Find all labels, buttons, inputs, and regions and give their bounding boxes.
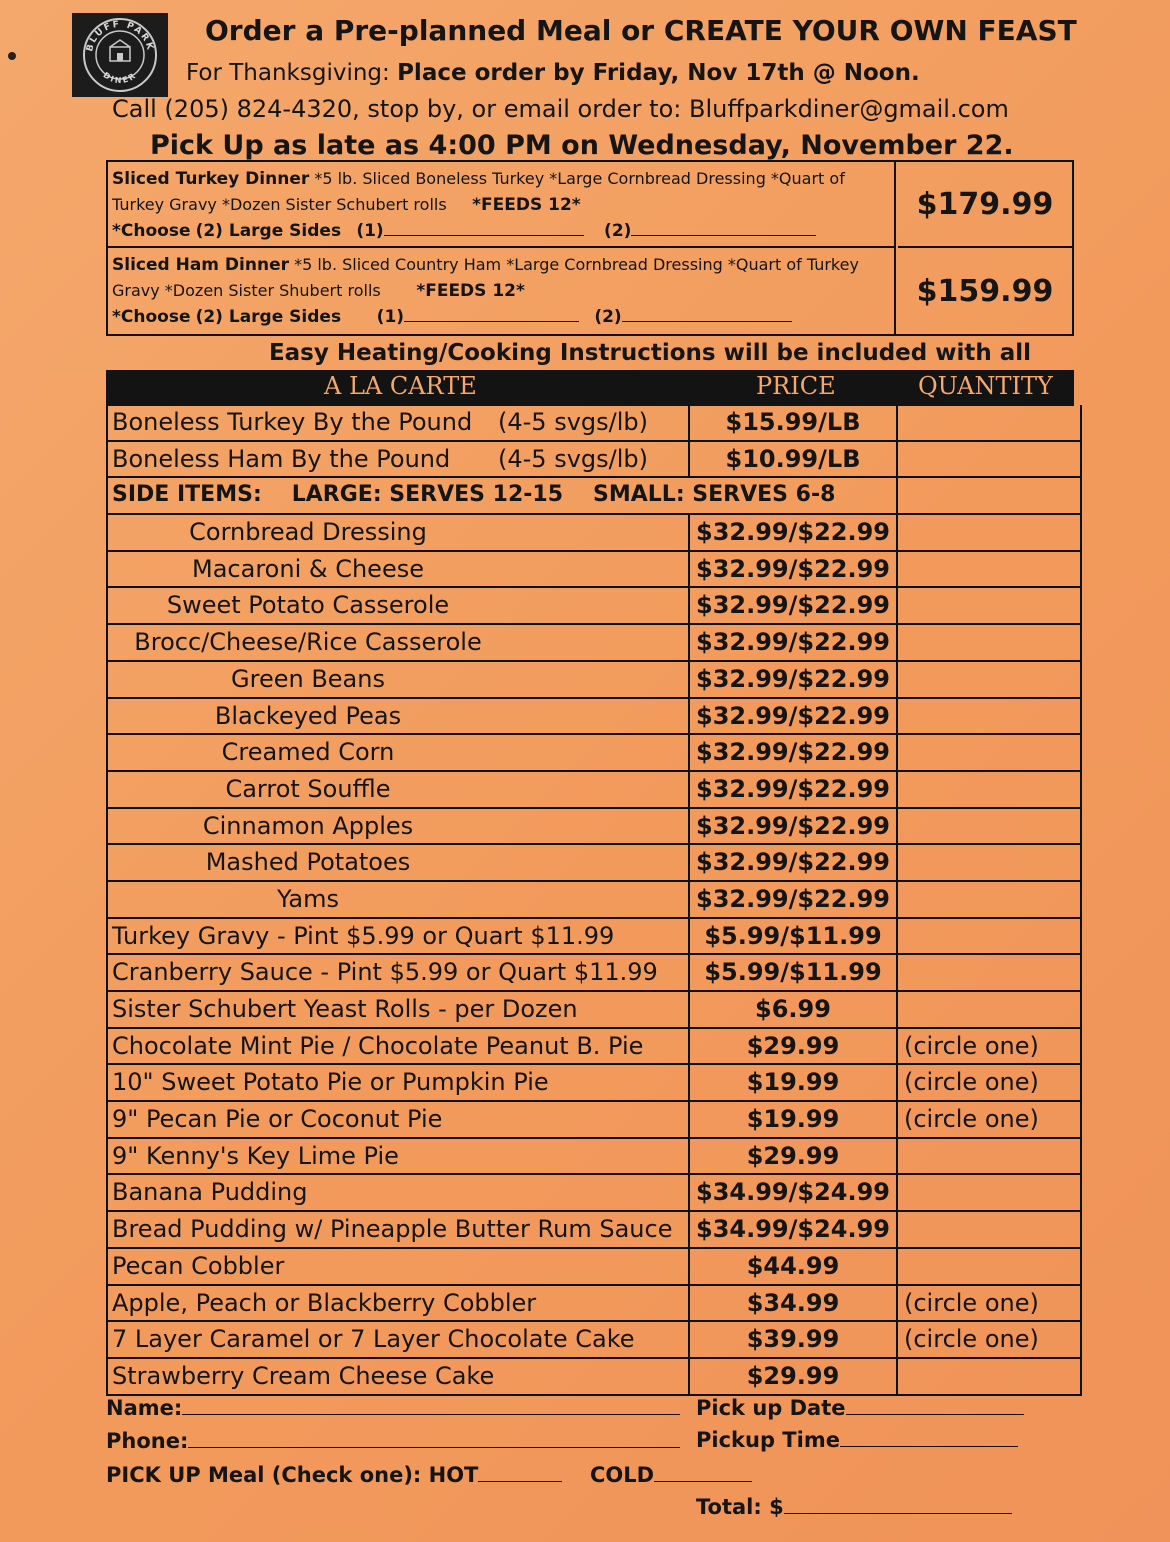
small-serves-label: SMALL: SERVES 6-8 bbox=[593, 482, 836, 508]
extra-row bbox=[106, 1212, 1082, 1249]
extra-name: Banana Pudding bbox=[108, 1175, 690, 1210]
extra-name: 10" Sweet Potato Pie or Pumpkin Pie bbox=[108, 1065, 690, 1100]
extra-row bbox=[106, 1139, 1082, 1176]
side-row bbox=[106, 515, 1082, 552]
quantity-cell bbox=[898, 478, 1082, 513]
punch-hole bbox=[8, 52, 16, 60]
side-1-input[interactable] bbox=[384, 218, 584, 236]
quantity-cell[interactable] bbox=[898, 919, 1082, 954]
order-deadline bbox=[186, 60, 920, 86]
turkey-dinner bbox=[108, 162, 896, 248]
side-name: Mashed Potatoes bbox=[108, 845, 690, 880]
side-row bbox=[106, 662, 1082, 699]
cold-field bbox=[590, 1462, 752, 1487]
pickup-date-field bbox=[696, 1395, 1024, 1420]
item-name: Boneless Ham By the Pound bbox=[108, 442, 690, 477]
logo-icon bbox=[80, 15, 160, 95]
extra-row bbox=[106, 1359, 1082, 1396]
ham-dinner-price: $159.99 bbox=[916, 273, 1054, 309]
extra-name: Strawberry Cream Cheese Cake bbox=[108, 1359, 690, 1394]
quantity-cell[interactable] bbox=[898, 772, 1082, 807]
turkey-dinner-price: $179.99 bbox=[898, 162, 1072, 248]
side-row bbox=[106, 809, 1082, 846]
col-price-heading: PRICE bbox=[756, 372, 836, 400]
extra-name: Turkey Gravy - Pint $5.99 or Quart $11.99 bbox=[108, 919, 690, 954]
extra-name: Chocolate Mint Pie / Chocolate Peanut B. Pie bbox=[108, 1029, 690, 1064]
side-price: $32.99/$22.99 bbox=[690, 662, 898, 697]
side-row bbox=[106, 735, 1082, 772]
quantity-cell[interactable] bbox=[898, 552, 1082, 587]
hot-checkbox[interactable] bbox=[478, 1462, 562, 1482]
quantity-cell[interactable]: (circle one) bbox=[898, 1286, 1082, 1321]
quantity-cell[interactable] bbox=[898, 699, 1082, 734]
side-name: Sweet Potato Casserole bbox=[108, 588, 690, 623]
item-price: $15.99/LB bbox=[690, 405, 898, 440]
quantity-cell[interactable] bbox=[898, 442, 1082, 477]
quantity-cell[interactable] bbox=[898, 1249, 1082, 1284]
deadline-date: Place order by Friday, Nov 17th @ Noon. bbox=[397, 60, 920, 86]
feeds-label: *FEEDS 12* bbox=[472, 195, 581, 215]
dinner-name: Sliced Turkey Dinner bbox=[112, 169, 310, 189]
side-row bbox=[106, 625, 1082, 662]
svg-text:DINER bbox=[102, 70, 139, 85]
extra-price: $34.99/$24.99 bbox=[690, 1212, 898, 1247]
quantity-cell[interactable] bbox=[898, 625, 1082, 660]
side-price: $32.99/$22.99 bbox=[690, 735, 898, 770]
item-servings: (4-5 svgs/lb) bbox=[498, 408, 648, 436]
total-field bbox=[696, 1494, 1012, 1519]
extra-price: $5.99/$11.99 bbox=[690, 919, 898, 954]
phone-field bbox=[106, 1428, 680, 1453]
side-name: Blackeyed Peas bbox=[108, 699, 690, 734]
choose-label: *Choose bbox=[112, 221, 191, 241]
extra-price: $29.99 bbox=[690, 1139, 898, 1174]
extra-price: $34.99 bbox=[690, 1286, 898, 1321]
extra-name: Bread Pudding w/ Pineapple Butter Rum Sauce bbox=[108, 1212, 690, 1247]
phone-input[interactable] bbox=[188, 1428, 680, 1448]
extra-name: Pecan Cobbler bbox=[108, 1249, 690, 1284]
dinner-packages bbox=[106, 160, 1074, 336]
choose-sides: (2) Large Sides bbox=[195, 221, 342, 241]
extra-row bbox=[106, 1065, 1082, 1102]
side-name: Carrot Souffle bbox=[108, 772, 690, 807]
extra-price: $39.99 bbox=[690, 1322, 898, 1357]
pickup-date-input[interactable] bbox=[846, 1395, 1024, 1415]
side-name: Creamed Corn bbox=[108, 735, 690, 770]
side-row bbox=[106, 845, 1082, 882]
cooking-instructions-note: Easy Heating/Cooking Instructions will be included with all bbox=[268, 340, 1032, 366]
ham-dinner bbox=[108, 248, 896, 334]
extra-price: $29.99 bbox=[690, 1029, 898, 1064]
headline: Order a Pre-planned Meal or CREATE YOUR OWN FEAST bbox=[205, 14, 1077, 47]
dinner-desc: *5 lb. Sliced Boneless Turkey *Large Cornbread Dressing *Quart of bbox=[314, 169, 845, 188]
phone-label: Phone: bbox=[106, 1429, 189, 1453]
extra-row bbox=[106, 1322, 1082, 1359]
quantity-cell[interactable] bbox=[898, 515, 1082, 550]
side-name: Cornbread Dressing bbox=[108, 515, 690, 550]
choose-sides: (2) Large Sides bbox=[195, 307, 342, 327]
side-2-label: (2) bbox=[604, 221, 632, 241]
col-quantity-heading: QUANTITY bbox=[918, 372, 1053, 400]
pickup-time-label: Pickup Time bbox=[696, 1428, 840, 1452]
pickup-date-label: Pick up Date bbox=[696, 1396, 846, 1420]
extra-row bbox=[106, 1286, 1082, 1323]
quantity-cell[interactable] bbox=[898, 735, 1082, 770]
quantity-cell[interactable] bbox=[898, 662, 1082, 697]
side-2-label: (2) bbox=[594, 307, 622, 327]
menu-table bbox=[106, 405, 1082, 1396]
item-servings: (4-5 svgs/lb) bbox=[498, 444, 648, 473]
side-items-label: SIDE ITEMS: bbox=[112, 482, 262, 508]
total-label: Total: $ bbox=[696, 1495, 784, 1519]
side-name: Green Beans bbox=[108, 662, 690, 697]
logo-top-text: BLUFF PARK bbox=[85, 19, 155, 53]
quantity-cell[interactable]: (circle one) bbox=[898, 1029, 1082, 1064]
side-2-input[interactable] bbox=[622, 304, 792, 322]
side-price: $32.99/$22.99 bbox=[690, 772, 898, 807]
extra-row bbox=[106, 992, 1082, 1029]
choose-label: *Choose bbox=[112, 307, 191, 327]
extra-name: Sister Schubert Yeast Rolls - per Dozen bbox=[108, 992, 690, 1027]
logo-bottom-text: DINER bbox=[101, 70, 139, 86]
svg-text:BLUFF PARK bbox=[85, 20, 155, 53]
side-name: Cinnamon Apples bbox=[108, 809, 690, 844]
extra-row bbox=[106, 1249, 1082, 1286]
quantity-cell[interactable] bbox=[898, 1359, 1082, 1394]
quantity-cell[interactable] bbox=[898, 405, 1082, 440]
side-items-header-text bbox=[108, 478, 898, 513]
extra-price: $6.99 bbox=[690, 992, 898, 1027]
extra-name: Apple, Peach or Blackberry Cobbler bbox=[108, 1286, 690, 1321]
extra-price: $29.99 bbox=[690, 1359, 898, 1394]
quantity-cell[interactable]: (circle one) bbox=[898, 1102, 1082, 1137]
item-price: $10.99/LB bbox=[690, 442, 898, 477]
pickup-time-field bbox=[696, 1427, 1018, 1452]
side-1-label: (1) bbox=[376, 307, 405, 327]
col-item-heading: A LA CARTE bbox=[324, 372, 477, 400]
side-price: $32.99/$22.99 bbox=[690, 515, 898, 550]
menu-row bbox=[106, 442, 1082, 479]
side-name: Macaroni & Cheese bbox=[108, 552, 690, 587]
extra-name: 9" Pecan Pie or Coconut Pie bbox=[108, 1102, 690, 1137]
cold-label: COLD bbox=[590, 1463, 655, 1487]
pickup-meal-label: PICK UP Meal (Check one): HOT bbox=[106, 1463, 479, 1487]
feeds-label: *FEEDS 12* bbox=[416, 281, 525, 301]
side-price: $32.99/$22.99 bbox=[690, 625, 898, 660]
side-name: Yams bbox=[108, 882, 690, 917]
quantity-cell[interactable] bbox=[898, 882, 1082, 917]
extra-price: $19.99 bbox=[690, 1065, 898, 1100]
side-row bbox=[106, 588, 1082, 625]
item-name: Boneless Turkey By the Pound bbox=[108, 405, 690, 440]
quantity-cell[interactable] bbox=[898, 1139, 1082, 1174]
extra-row bbox=[106, 919, 1082, 956]
side-price: $32.99/$22.99 bbox=[690, 552, 898, 587]
quantity-cell[interactable] bbox=[898, 992, 1082, 1027]
extra-name: Cranberry Sauce - Pint $5.99 or Quart $11.99 bbox=[108, 955, 690, 990]
side-price: $32.99/$22.99 bbox=[690, 882, 898, 917]
large-serves-label: LARGE: SERVES 12-15 bbox=[291, 482, 564, 508]
extra-price: $44.99 bbox=[690, 1249, 898, 1284]
name-input[interactable] bbox=[182, 1395, 680, 1415]
contact-info: Call (205) 824-4320, stop by, or email order to: Bluffparkdiner@gmail.com bbox=[112, 95, 1009, 123]
extra-name: 9" Kenny's Key Lime Pie bbox=[108, 1139, 690, 1174]
pickup-deadline: Pick Up as late as 4:00 PM on Wednesday, November 22. bbox=[150, 130, 1014, 161]
quantity-cell[interactable] bbox=[898, 1175, 1082, 1210]
extra-row bbox=[106, 1102, 1082, 1139]
side-1-input[interactable] bbox=[404, 304, 579, 322]
pickup-time-input[interactable] bbox=[840, 1427, 1018, 1447]
side-row bbox=[106, 772, 1082, 809]
side-price: $32.99/$22.99 bbox=[690, 699, 898, 734]
side-2-input[interactable] bbox=[631, 218, 816, 236]
total-input[interactable] bbox=[784, 1494, 1012, 1514]
dinner-desc: Gravy *Dozen Sister Shubert rolls bbox=[112, 281, 381, 300]
bluff-park-diner-logo bbox=[72, 13, 168, 97]
dinner-desc: Turkey Gravy *Dozen Sister Schubert rolls bbox=[112, 195, 447, 214]
dinner-desc: *5 lb. Sliced Country Ham *Large Cornbread Dressing *Quart of Turkey bbox=[294, 255, 859, 274]
extra-price: $5.99/$11.99 bbox=[690, 955, 898, 990]
dinner-name: Sliced Ham Dinner bbox=[112, 255, 289, 275]
menu-row bbox=[106, 405, 1082, 442]
name-label: Name: bbox=[106, 1396, 183, 1420]
side-items-header bbox=[106, 478, 1082, 515]
extra-row bbox=[106, 1175, 1082, 1212]
quantity-cell[interactable]: (circle one) bbox=[898, 1065, 1082, 1100]
a-la-carte-header bbox=[106, 370, 1074, 406]
side-row bbox=[106, 552, 1082, 589]
side-price: $32.99/$22.99 bbox=[690, 845, 898, 880]
side-row bbox=[106, 882, 1082, 919]
quantity-cell[interactable] bbox=[898, 955, 1082, 990]
quantity-cell[interactable] bbox=[898, 1212, 1082, 1247]
side-1-label: (1) bbox=[356, 221, 384, 241]
side-name: Brocc/Cheese/Rice Casserole bbox=[108, 625, 690, 660]
extra-price: $34.99/$24.99 bbox=[690, 1175, 898, 1210]
quantity-cell[interactable] bbox=[898, 588, 1082, 623]
quantity-cell[interactable] bbox=[898, 809, 1082, 844]
extra-name: 7 Layer Caramel or 7 Layer Chocolate Cake bbox=[108, 1322, 690, 1357]
cold-checkbox[interactable] bbox=[654, 1462, 752, 1482]
quantity-cell[interactable]: (circle one) bbox=[898, 1322, 1082, 1357]
extra-row bbox=[106, 955, 1082, 992]
side-price: $32.99/$22.99 bbox=[690, 588, 898, 623]
side-row bbox=[106, 699, 1082, 736]
name-field bbox=[106, 1395, 680, 1420]
deadline-prefix: For Thanksgiving: bbox=[186, 60, 398, 86]
pickup-meal-field bbox=[106, 1462, 562, 1487]
side-price: $32.99/$22.99 bbox=[690, 809, 898, 844]
extra-price: $19.99 bbox=[690, 1102, 898, 1137]
extra-row bbox=[106, 1029, 1082, 1066]
quantity-cell[interactable] bbox=[898, 845, 1082, 880]
